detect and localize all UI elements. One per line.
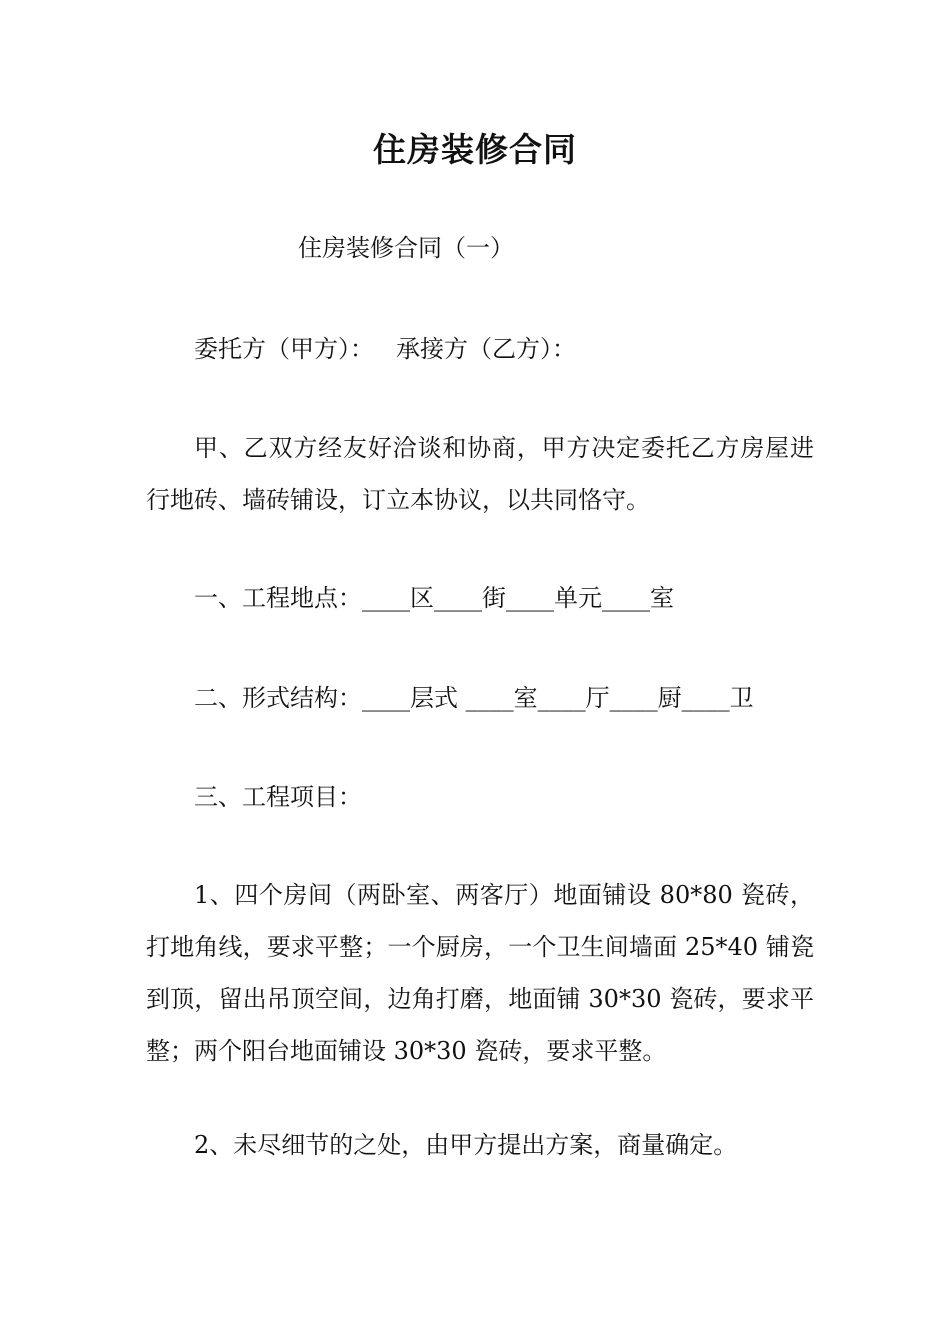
intro-paragraph: 甲、乙双方经友好洽谈和协商，甲方决定委托乙方房屋进行地砖、墙砖铺设，订立本协议，以共同恪守。 [146, 434, 814, 514]
section-structure: 二、形式结构：____层式 ____室____厅____厨____卫 [194, 684, 754, 712]
client-party-label: 委托方（甲方）： [194, 335, 374, 363]
project-item-2: 2、未尽细节的之处，由甲方提出方案，商量确定。 [194, 1131, 738, 1159]
parties-line [194, 323, 576, 375]
document-title: 住房装修合同 [373, 130, 577, 169]
section-project-location: 一、工程地点：____区____街____单元____室 [194, 584, 674, 612]
section-project-items: 三、工程项目： [194, 783, 362, 811]
project-item-1: 1、四个房间（两卧室、两客厅）地面铺设 80*80 瓷砖，打地角线，要求平整；一个厨房，一个卫生间墙面 25*40 铺瓷到顶，留出吊顶空间，边角打磨，地面铺 30*30 瓷砖，要求平整；两个阳台地面铺设 30*30 瓷砖，要求平整。 [146, 881, 814, 1065]
document-subtitle: 住房装修合同（一） [298, 234, 514, 262]
contractor-party-label: 承接方（乙方）： [396, 335, 576, 363]
